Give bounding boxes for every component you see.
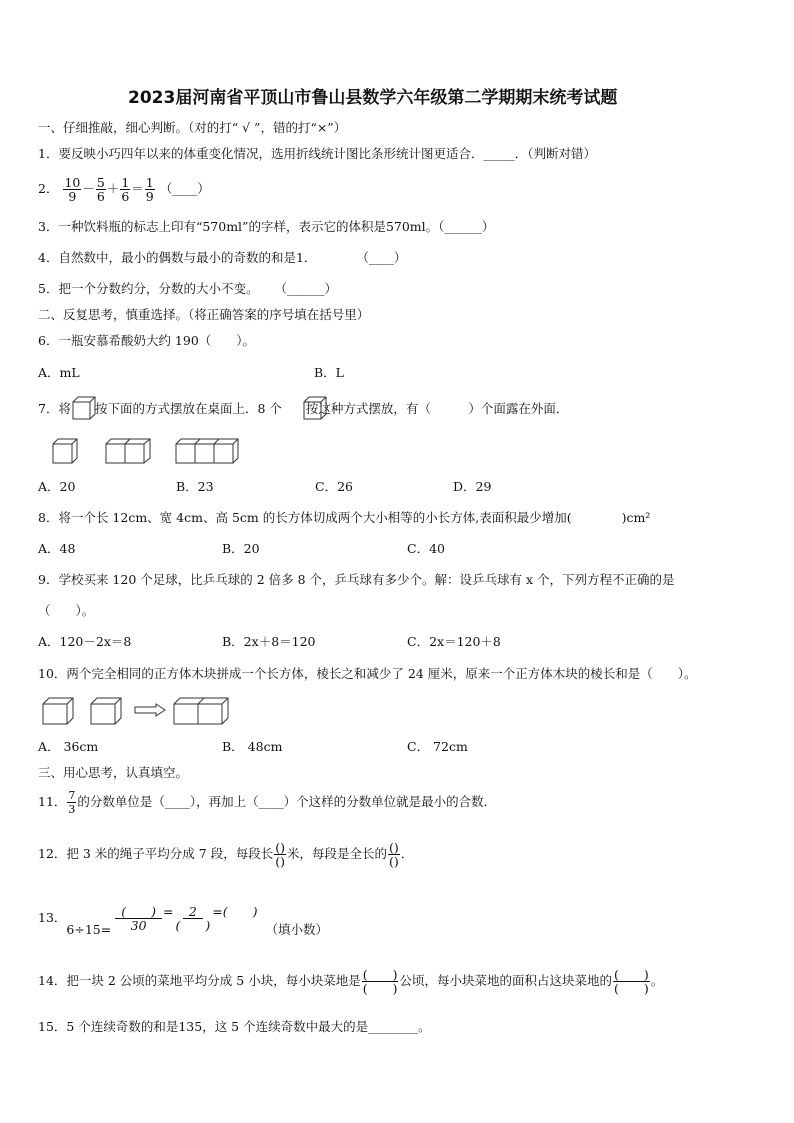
cube-figure-1 <box>42 697 74 725</box>
question-number: 1． <box>38 146 59 161</box>
question-5 <box>38 281 337 297</box>
two-cubes-figure <box>105 438 151 464</box>
operator: = <box>212 904 223 919</box>
page-title: 2023届河南省平顶山市鲁山县数学六年级第二学期期末统考试题 <box>128 88 618 108</box>
question-15 <box>38 1019 431 1035</box>
cube-figure-2 <box>90 697 122 725</box>
answer-paren[interactable]: （____） <box>356 250 407 265</box>
question-number: 6． <box>38 333 59 348</box>
question-number: 2． <box>38 181 59 196</box>
question-tail: ．（判断对错） <box>514 146 596 161</box>
answer-paren[interactable]: ( ) <box>222 904 258 919</box>
question-number: 14． <box>38 973 67 988</box>
question-text: 两个完全相同的正方体木块拼成一个长方体，棱长之和减少了 24 厘米，原来一个正方体木块的棱长和是（ ）。 <box>66 666 697 681</box>
question-10 <box>38 666 697 682</box>
question-text: 要反映小巧四年以来的体重变化情况，选用折线统计图比条形统计图更适合． <box>58 146 484 161</box>
option-a[interactable]: A． 36cm <box>38 739 99 754</box>
option-a[interactable]: A．20 <box>38 479 76 494</box>
blank-fraction[interactable]: $\frac{2}{( )}$ <box>175 904 211 933</box>
question-2 <box>38 174 210 204</box>
option-b[interactable]: B．2x＋8＝120 <box>222 634 316 649</box>
question-number: 8． <box>38 510 59 525</box>
cube-icon <box>72 396 96 420</box>
fraction: $\frac{10}{9}$ <box>64 175 81 204</box>
blank-fraction[interactable]: $\frac{( )}{( )}$ <box>362 967 398 996</box>
operator: ＝ <box>131 181 144 196</box>
operator: = <box>162 904 174 919</box>
question-number: 4． <box>38 250 59 265</box>
blank-fraction[interactable]: $\frac{( )}{( )}$ <box>614 967 649 996</box>
question-1 <box>38 146 596 162</box>
option-a[interactable]: A．120－2x＝8 <box>38 634 132 649</box>
question-text: 自然数中，最小的偶数与最小的奇数的和是1． <box>58 250 317 265</box>
question-text: 5 个连续奇数的和是135，这 5 个连续奇数中最大的是 <box>66 1019 369 1034</box>
question-tail: （填小数） <box>265 922 328 937</box>
blank-fraction[interactable]: $\frac{( )}{30}$ <box>115 905 162 932</box>
option-a[interactable]: A．48 <box>38 541 76 556</box>
question-number: 11． <box>38 794 67 809</box>
question-number: 12． <box>38 846 67 861</box>
fraction: $\frac{7}{3}$ <box>68 789 76 816</box>
one-cube-figure <box>52 438 78 464</box>
blank-fraction[interactable]: $\frac{()}{()}$ <box>275 840 285 869</box>
option-c[interactable]: C．26 <box>315 479 353 494</box>
question-number: 10． <box>38 666 67 681</box>
option-c[interactable]: C．2x＝120＋8 <box>407 634 501 649</box>
option-c[interactable]: C． 72cm <box>407 739 468 754</box>
question-text: 的分数单位是（____），再加上（____）个这样的分数单位就是最小的合数． <box>77 794 497 809</box>
question-text: 一种饮料瓶的标志上印有“570ml”的字样，表示它的体积是570ml。 <box>58 219 439 234</box>
section-heading-2: 二、反复思考，慎重选择。（将正确答案的序号填在括号里） <box>38 307 370 322</box>
answer-paren[interactable]: （____） <box>159 181 210 196</box>
question-8 <box>38 510 650 526</box>
option-b[interactable]: B．L <box>314 365 344 380</box>
section-heading-1: 一、仔细推敲，细心判断。（对的打“ √ ”，错的打“×”） <box>38 120 347 135</box>
question-text: 学校买来 120 个足球，比乒乓球的 2 倍多 8 个，乒乓球有多少个。解：设乒乓球有 x 个，下列方程不正确的是 <box>58 572 675 587</box>
option-a[interactable]: A．mL <box>38 365 80 380</box>
answer-paren[interactable]: （______） <box>274 281 337 296</box>
question-number: 3． <box>38 219 59 234</box>
question-text: 一瓶安慕希酸奶大约 190（ ）。 <box>58 333 256 348</box>
question-6 <box>38 333 255 349</box>
three-cubes-figure <box>175 438 239 464</box>
operator: ＋ <box>106 181 120 196</box>
question-12 <box>38 837 413 871</box>
fraction: $\frac{1}{6}$ <box>121 175 130 204</box>
right-arrow-icon <box>134 703 166 717</box>
question-text: 米，每段是全长的 <box>286 846 387 861</box>
option-b[interactable]: B．23 <box>176 479 214 494</box>
blank-fraction[interactable]: $\frac{()}{()}$ <box>389 840 399 869</box>
question-text: 把 3 米的绳子平均分成 7 段，每段长 <box>66 846 274 861</box>
question-3 <box>38 219 494 235</box>
question-number: 5． <box>38 281 59 296</box>
question-number: 15． <box>38 1019 67 1034</box>
question-number: 9． <box>38 572 59 587</box>
question-14 <box>38 964 663 998</box>
question-text: 将一个长 12cm、宽 4cm、高 5cm 的长方体切成两个大小相等的小长方体,表面积最少增加( )cm² <box>58 510 651 525</box>
question-text: 把一个分数约分，分数的大小不变。 <box>58 281 259 296</box>
option-b[interactable]: B． 48cm <box>222 739 283 754</box>
question-9 <box>38 572 675 588</box>
option-b[interactable]: B．20 <box>222 541 260 556</box>
question-number: 7． <box>38 401 59 416</box>
operator: － <box>82 181 95 196</box>
question-text: 6÷15= <box>66 922 112 937</box>
cuboid-figure <box>173 697 229 725</box>
question-text: 把一块 2 公顷的菜地平均分成 5 小块，每小块菜地是 <box>66 973 361 988</box>
question-4 <box>38 250 406 266</box>
question-text: 按这种方式摆放，有（ ）个面露在外面． <box>305 401 569 416</box>
option-c[interactable]: C．40 <box>407 541 445 556</box>
question-text: 将 <box>58 401 71 416</box>
punctuation: 。 <box>418 1019 431 1034</box>
question-9-paren[interactable]: （ ）。 <box>38 603 95 618</box>
answer-paren[interactable]: （______） <box>438 219 495 234</box>
question-11 <box>38 787 496 817</box>
fraction: $\frac{5}{6}$ <box>96 175 105 204</box>
question-13 <box>38 895 328 947</box>
section-heading-3: 三、用心思考，认真填空。 <box>38 765 189 780</box>
cube-icon <box>303 396 327 420</box>
question-text: 按下面的方式摆放在桌面上．8 个 <box>94 401 282 416</box>
question-text: 公顷，每小块菜地的面积占这块菜地的 <box>399 973 612 988</box>
punctuation: ． <box>400 846 414 861</box>
punctuation: 。 <box>650 973 664 988</box>
option-d[interactable]: D．29 <box>453 479 492 494</box>
answer-blank[interactable]: _____ <box>483 146 515 161</box>
answer-blank[interactable]: ________ <box>368 1019 419 1034</box>
fraction: $\frac{1}{9}$ <box>145 175 154 204</box>
question-number: 13． <box>38 910 67 925</box>
